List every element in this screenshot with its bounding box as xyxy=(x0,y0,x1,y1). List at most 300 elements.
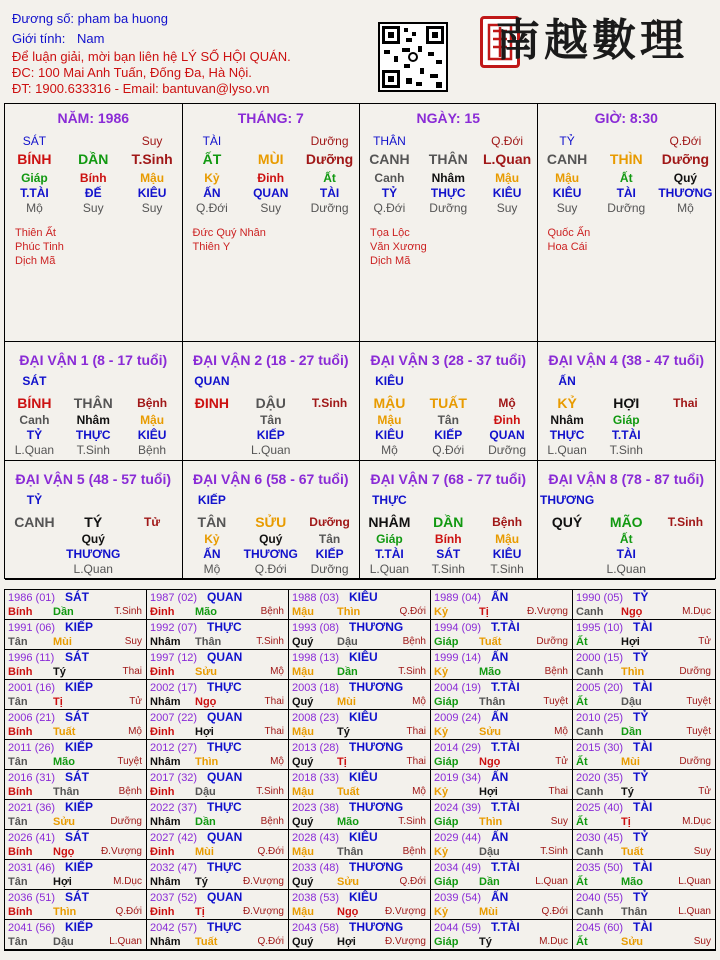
year-can: Mậu xyxy=(292,906,314,918)
year-cell[interactable] xyxy=(5,890,147,920)
dai-van-can-chi-row xyxy=(538,393,716,413)
year-can: Kỷ xyxy=(434,786,449,798)
star-item: Đức Quý Nhân xyxy=(192,227,266,239)
year-cell[interactable] xyxy=(289,590,431,620)
year-stage: Suy xyxy=(693,936,711,947)
year-chi: Mão xyxy=(621,876,643,888)
pillar-can-chi-row-item: T.Sinh xyxy=(131,151,173,167)
dai-van-hidden-stem-row-item: Tân xyxy=(437,413,459,427)
year-cell[interactable] xyxy=(5,680,147,710)
dai-van-ten-god: ẤN xyxy=(558,374,576,388)
year-cell[interactable] xyxy=(431,650,573,680)
year-can: Đinh xyxy=(150,906,175,918)
dai-van-hidden-god-row-item: KIẾP xyxy=(434,428,463,442)
year-stage: L.Quan xyxy=(109,936,142,947)
year-chi: Sửu xyxy=(53,816,76,828)
year-can: Quý xyxy=(292,876,314,888)
dai-van-ten-god-row xyxy=(5,493,182,508)
year-ten-god: THƯƠNG xyxy=(349,860,404,874)
pillar-hidden-god-row-item: ĐẾ xyxy=(84,186,102,200)
year-cell[interactable] xyxy=(573,920,715,950)
year-cell[interactable] xyxy=(289,830,431,860)
year-ten-god: KIẾP xyxy=(65,740,94,754)
dai-van-ten-god: SÁT xyxy=(22,374,47,388)
year-ten-god: KIẾP xyxy=(65,860,94,874)
dai-van-ten-god-row xyxy=(538,374,716,389)
year-cell[interactable] xyxy=(147,890,289,920)
year-cell[interactable] xyxy=(431,860,573,890)
year-cell[interactable] xyxy=(147,770,289,800)
year-can: Ất xyxy=(576,876,588,888)
year-label: 2029 (44) xyxy=(434,832,482,844)
spacer xyxy=(64,493,123,508)
year-chi: Dậu xyxy=(337,636,358,648)
year-chi: Tuất xyxy=(621,846,644,858)
year-label: 2039 (54) xyxy=(434,892,482,904)
year-ten-god: TÀI xyxy=(633,740,653,754)
year-cell[interactable] xyxy=(289,860,431,890)
dai-van-hidden-god-row xyxy=(5,428,182,443)
year-can: Bính xyxy=(8,726,33,738)
year-stage: Mộ xyxy=(412,786,426,797)
year-stage: Q.Đới xyxy=(115,906,142,917)
year-ten-god: THỰC xyxy=(207,920,242,934)
pillar-hidden-stem-row-item: Ất xyxy=(619,171,633,185)
year-chi: Tị xyxy=(337,756,347,768)
year-stage: Tuyệt xyxy=(543,696,568,707)
year-stage: M.Dục xyxy=(682,606,711,617)
pillar-stage-row xyxy=(183,201,360,216)
year-cell[interactable] xyxy=(431,680,573,710)
dai-van-can: KỶ xyxy=(557,395,577,411)
dai-van-ten-god-row xyxy=(538,493,716,508)
year-can: Kỷ xyxy=(434,726,449,738)
dai-van-title: ĐẠI VẬN 1 (8 - 17 tuổi) xyxy=(19,352,168,368)
year-label: 2034 (49) xyxy=(434,862,482,874)
year-cell[interactable] xyxy=(147,830,289,860)
dai-van-cell xyxy=(5,342,183,461)
year-can: Ất xyxy=(576,936,588,948)
year-ten-god: TÀI xyxy=(633,920,653,934)
dai-van-hidden-god-row-item: TỶ xyxy=(26,428,43,442)
dai-van-stage: Dưỡng xyxy=(309,515,350,529)
year-cell[interactable] xyxy=(573,740,715,770)
year-chi: Hợi xyxy=(53,876,72,888)
year-ten-god: THƯƠNG xyxy=(349,920,404,934)
year-can: Bính xyxy=(8,906,33,918)
spacer xyxy=(478,493,537,508)
year-chi: Hợi xyxy=(195,726,214,738)
pillar-hidden-stem-row xyxy=(360,171,537,186)
dai-van-stage: T.Sinh xyxy=(311,396,348,410)
year-ten-god: ẤN xyxy=(491,650,509,664)
year-ten-god: SÁT xyxy=(65,590,89,604)
dai-van-stage: Mộ xyxy=(498,396,516,410)
year-ten-god: KIÊU xyxy=(349,710,378,724)
pillar-stage-row-item: Suy xyxy=(82,201,104,215)
dai-van-stage-row-item: Q.Đới xyxy=(432,443,465,457)
year-stage: Q.Đới xyxy=(541,906,568,917)
pillar-hidden-god-row-item: TÀI xyxy=(319,186,340,200)
dai-van-chi: THÂN xyxy=(73,395,113,411)
year-cell[interactable] xyxy=(573,770,715,800)
dai-van-hidden-stem-row-item: Nhâm xyxy=(76,413,110,427)
dai-van-stage-row-item: L.Quan xyxy=(547,443,587,457)
pillar-stage-row-item: Suy xyxy=(556,201,578,215)
year-ten-god: TỶ xyxy=(633,710,649,724)
year-ten-god: T.TÀI xyxy=(491,680,520,694)
year-cell[interactable] xyxy=(5,800,147,830)
year-stage: Tử xyxy=(698,636,711,647)
dai-van-stage-row xyxy=(360,443,537,458)
dai-van-chi: HỢI xyxy=(613,395,640,411)
year-cell[interactable] xyxy=(431,620,573,650)
year-cell[interactable] xyxy=(289,650,431,680)
year-stage: Dưỡng xyxy=(110,816,142,827)
pillar-title: GIỜ: 8:30 xyxy=(594,110,658,126)
year-can: Quý xyxy=(292,756,314,768)
dai-van-cell xyxy=(360,342,538,461)
year-label: 1994 (09) xyxy=(434,622,482,634)
year-cell[interactable] xyxy=(5,830,147,860)
pillar-hidden-stem-row-item: Quý xyxy=(673,171,698,185)
pillar-stage-row-item: Q.Đới xyxy=(373,201,406,215)
year-cell[interactable] xyxy=(5,590,147,620)
year-stage: Bệnh xyxy=(260,606,284,617)
pillar-can-chi-row-item: MÙI xyxy=(257,151,284,167)
owner-name: Đương số: pham ba huong xyxy=(12,11,168,26)
year-ten-god: THỰC xyxy=(207,620,242,634)
year-can: Ất xyxy=(576,636,588,648)
dai-van-ten-god: KIÊU xyxy=(375,374,404,388)
year-can: Bính xyxy=(8,786,33,798)
year-chi: Hợi xyxy=(337,936,356,948)
year-stage: M.Dục xyxy=(113,876,142,887)
dai-van-ten-god-row xyxy=(183,493,360,508)
year-can: Canh xyxy=(576,786,604,798)
year-cell[interactable] xyxy=(431,770,573,800)
year-chi: Thân xyxy=(195,636,222,648)
year-chi: Tuất xyxy=(195,936,218,948)
year-chi: Dần xyxy=(337,666,358,678)
year-label: 2023 (38) xyxy=(292,802,340,814)
year-cell[interactable] xyxy=(431,590,573,620)
spacer xyxy=(597,374,656,389)
year-chi: Ngọ xyxy=(479,756,501,768)
dai-van-stage-row-item: L.Quan xyxy=(251,443,291,457)
dai-van-hidden-god-row-item: ẤN xyxy=(203,547,221,561)
dai-van-stage-row-item xyxy=(123,562,182,577)
year-label: 2012 (27) xyxy=(150,742,198,754)
year-cell[interactable] xyxy=(5,740,147,770)
spacer xyxy=(300,374,359,389)
pillar-title: NĂM: 1986 xyxy=(57,110,130,126)
year-cell[interactable] xyxy=(573,860,715,890)
year-cell[interactable] xyxy=(573,890,715,920)
year-cell[interactable] xyxy=(431,710,573,740)
year-label: 1998 (13) xyxy=(292,652,340,664)
year-ten-god: KIÊU xyxy=(349,650,378,664)
year-chi: Tý xyxy=(337,726,350,738)
year-label: 2007 (22) xyxy=(150,712,198,724)
dai-van-stage-row xyxy=(5,562,182,577)
year-cell[interactable] xyxy=(289,890,431,920)
pillar-ten-god-row-item xyxy=(64,134,123,149)
year-label: 2033 (48) xyxy=(292,862,340,874)
year-cell[interactable] xyxy=(5,770,147,800)
year-cell[interactable] xyxy=(431,920,573,950)
gender-line xyxy=(12,30,104,48)
dai-van-hidden-stem-row-item: Quý xyxy=(259,532,283,546)
year-can: Canh xyxy=(576,846,604,858)
year-label: 2004 (19) xyxy=(434,682,482,694)
year-can: Đinh xyxy=(150,786,175,798)
year-ten-god: THƯƠNG xyxy=(349,620,404,634)
year-cell[interactable] xyxy=(573,620,715,650)
year-cell[interactable] xyxy=(573,650,715,680)
year-chi: Tị xyxy=(53,696,63,708)
year-cell[interactable] xyxy=(147,590,289,620)
year-can: Tân xyxy=(8,876,28,888)
year-stage: Q.Đới xyxy=(399,876,426,887)
year-can: Nhâm xyxy=(150,696,181,708)
year-cell[interactable] xyxy=(289,770,431,800)
pillar-ten-god-row-item: Q.Đới xyxy=(669,134,702,148)
year-can: Canh xyxy=(576,726,604,738)
year-label: 2013 (28) xyxy=(292,742,340,754)
contact-invite: Để luận giải, mời bạn liên hệ LÝ SỐ HỘI QUÁN. xyxy=(12,49,291,64)
year-cell[interactable] xyxy=(147,860,289,890)
dai-van-chi: TÝ xyxy=(84,514,103,530)
year-chi: Mùi xyxy=(195,846,214,858)
year-stage: Suy xyxy=(124,636,142,647)
year-stage: Dưỡng xyxy=(536,636,568,647)
dai-van-hidden-god-row-item xyxy=(300,428,359,443)
gender-label: Giới tính: xyxy=(12,31,66,46)
dai-van-hidden-god-row-item: KIÊU xyxy=(137,428,167,442)
year-can: Mậu xyxy=(292,726,314,738)
pillar-hidden-stem-row-item: Mậu xyxy=(555,171,580,185)
spacer xyxy=(123,493,182,508)
year-can: Quý xyxy=(292,936,314,948)
year-stage: Suy xyxy=(693,846,711,857)
dai-van-title: ĐẠI VẬN 5 (48 - 57 tuổi) xyxy=(15,471,172,487)
year-cell[interactable] xyxy=(147,710,289,740)
year-stage: Tử xyxy=(555,756,568,767)
year-ten-god: ẤN xyxy=(491,770,509,784)
year-cell[interactable] xyxy=(431,740,573,770)
dai-van-hidden-stem-row-item: Mậu xyxy=(377,413,402,427)
year-cell[interactable] xyxy=(289,710,431,740)
year-stage: Đ.Vượng xyxy=(242,906,284,917)
year-label: 2000 (15) xyxy=(576,652,624,664)
pillar-ten-god-row xyxy=(360,134,537,149)
header xyxy=(0,0,720,100)
spacer xyxy=(419,374,478,389)
year-label: 2042 (57) xyxy=(150,922,198,934)
dai-van-cell xyxy=(5,461,183,580)
year-chi: Ngọ xyxy=(195,696,217,708)
dai-van-hidden-god-row-item: KIÊU xyxy=(492,547,522,561)
year-stage: Tuyệt xyxy=(686,696,711,707)
dai-van-hidden-stem-row-item xyxy=(5,532,64,547)
pillar-stage-row-item: Suy xyxy=(141,201,163,215)
year-stage: Tử xyxy=(129,696,142,707)
year-cell[interactable] xyxy=(5,710,147,740)
year-can: Nhâm xyxy=(150,816,181,828)
year-stage: Tuyệt xyxy=(686,726,711,737)
year-stage: Bệnh xyxy=(402,846,426,857)
year-can: Ất xyxy=(576,696,588,708)
year-cell[interactable] xyxy=(147,680,289,710)
year-cell[interactable] xyxy=(5,620,147,650)
pillar-stage-row-item: Suy xyxy=(260,201,282,215)
dai-van-hidden-god-row-item: KIÊU xyxy=(375,428,404,442)
year-chi: Mão xyxy=(337,816,359,828)
year-cell[interactable] xyxy=(289,740,431,770)
spacer xyxy=(64,374,123,389)
year-ten-god: SÁT xyxy=(65,650,89,664)
dai-van-ten-god: QUAN xyxy=(194,374,230,388)
spacer xyxy=(656,374,715,389)
year-cell[interactable] xyxy=(289,800,431,830)
dai-van-can: CANH xyxy=(14,514,55,530)
pillar-stage-row-item: Q.Đới xyxy=(195,201,228,215)
year-label: 2022 (37) xyxy=(150,802,198,814)
year-label: 2006 (21) xyxy=(8,712,56,724)
dai-van-ten-god: KIẾP xyxy=(197,493,226,507)
year-cell[interactable] xyxy=(573,710,715,740)
pillar-hidden-stem-row-item: Mậu xyxy=(140,171,165,185)
year-label: 1986 (01) xyxy=(8,592,56,604)
year-chi: Tý xyxy=(479,936,492,948)
year-stage: Đ.Vượng xyxy=(242,876,284,887)
star-item: Hoa Cái xyxy=(547,241,588,253)
pillar-hidden-god-row xyxy=(183,186,360,201)
year-stage: T.Sinh xyxy=(540,846,568,857)
pillar-hidden-stem-row-item: Bính xyxy=(79,171,107,185)
dai-van-can: NHÂM xyxy=(368,514,411,530)
dai-van-hidden-god-row xyxy=(5,547,182,562)
year-chi: Ngọ xyxy=(621,606,643,618)
year-stage: Dưỡng xyxy=(679,756,711,767)
qr-code-icon[interactable] xyxy=(378,22,448,92)
year-cell[interactable] xyxy=(289,680,431,710)
year-stage: T.Sinh xyxy=(256,786,284,797)
year-label: 2011 (26) xyxy=(8,742,55,754)
year-cell[interactable] xyxy=(147,800,289,830)
dai-van-hidden-stem-row-item: Ất xyxy=(619,532,633,546)
year-cell[interactable] xyxy=(147,620,289,650)
year-cell[interactable] xyxy=(573,830,715,860)
year-can: Giáp xyxy=(434,636,459,648)
pillar-can-chi-row xyxy=(538,149,716,169)
year-ten-god: SÁT xyxy=(65,830,89,844)
year-ten-god: KIẾP xyxy=(65,680,94,694)
year-cell[interactable] xyxy=(431,830,573,860)
year-ten-god: TÀI xyxy=(633,680,653,694)
year-ten-god: QUAN xyxy=(207,590,243,604)
year-cell[interactable] xyxy=(573,590,715,620)
year-cell[interactable] xyxy=(431,890,573,920)
dai-van-stage-row-item: Mộ xyxy=(203,562,221,576)
year-cell[interactable] xyxy=(147,920,289,950)
year-label: 2005 (20) xyxy=(576,682,624,694)
dai-van-stage-row xyxy=(538,562,716,577)
pillar-ten-god-row-item: Suy xyxy=(141,134,163,148)
year-cell[interactable] xyxy=(147,650,289,680)
year-ten-god: THỰC xyxy=(207,800,242,814)
year-chi: Ngọ xyxy=(53,846,75,858)
dai-van-ten-god-row xyxy=(360,493,537,508)
dai-van-ten-god: THỰC xyxy=(372,493,407,507)
year-cell[interactable] xyxy=(5,860,147,890)
dai-van-cell xyxy=(183,342,361,461)
dai-van-title: ĐẠI VẬN 2 (18 - 27 tuổi) xyxy=(192,352,349,368)
year-cell[interactable] xyxy=(289,620,431,650)
year-ten-god: SÁT xyxy=(65,770,89,784)
year-chi: Mão xyxy=(195,606,217,618)
pillar-stage-row-item: Mộ xyxy=(26,201,43,215)
dai-van-stage-row xyxy=(538,443,716,458)
dai-van-can: TÂN xyxy=(197,514,227,530)
dai-van-can-chi-row xyxy=(183,512,360,532)
year-cell[interactable] xyxy=(289,920,431,950)
dai-van-hidden-god-row-item xyxy=(538,547,597,562)
year-chi: Dậu xyxy=(195,786,216,798)
pillar-stars xyxy=(360,226,537,268)
year-ten-god: T.TÀI xyxy=(491,620,520,634)
pillar-hidden-god-row-item: KIÊU xyxy=(552,186,582,200)
year-ten-god: KIẾP xyxy=(65,800,94,814)
year-chi: Sửu xyxy=(621,936,644,948)
year-ten-god: THỰC xyxy=(207,740,242,754)
year-cell[interactable] xyxy=(147,740,289,770)
year-can: Kỷ xyxy=(434,906,449,918)
pillar-cell xyxy=(538,104,716,342)
pillar-can-chi-row-item: CANH xyxy=(546,151,588,167)
year-label: 2041 (56) xyxy=(8,922,56,934)
year-can: Canh xyxy=(576,906,604,918)
pillar-hidden-stem-row-item: Giáp xyxy=(21,171,48,185)
year-chi: Thìn xyxy=(479,816,503,828)
year-label: 2030 (45) xyxy=(576,832,624,844)
year-ten-god: THƯƠNG xyxy=(349,740,404,754)
year-stage: Mộ xyxy=(270,666,284,677)
year-stage: Bệnh xyxy=(118,786,142,797)
dai-van-hidden-stem-row xyxy=(5,413,182,428)
dai-van-hidden-stem-row-item: Quý xyxy=(81,532,105,546)
dai-van-can-chi-row xyxy=(360,393,537,413)
pillar-ten-god-row xyxy=(538,134,716,149)
year-stage: Tuyệt xyxy=(117,756,142,767)
year-ten-god: QUAN xyxy=(207,830,243,844)
dai-van-hidden-god-row-item: THƯƠNG xyxy=(243,547,298,561)
year-stage: M.Dục xyxy=(539,936,568,947)
year-ten-god: ẤN xyxy=(491,590,509,604)
year-cell[interactable] xyxy=(5,650,147,680)
year-cell[interactable] xyxy=(573,800,715,830)
year-cell[interactable] xyxy=(573,680,715,710)
year-cell[interactable] xyxy=(5,920,147,950)
year-cell[interactable] xyxy=(431,800,573,830)
year-label: 2028 (43) xyxy=(292,832,340,844)
year-label: 2032 (47) xyxy=(150,862,198,874)
year-chi: Dần xyxy=(195,816,216,828)
dai-van-cell xyxy=(360,461,538,580)
dai-van-hidden-god-row-item: T.TÀI xyxy=(375,547,404,561)
dai-van-ten-god-row xyxy=(5,374,182,389)
